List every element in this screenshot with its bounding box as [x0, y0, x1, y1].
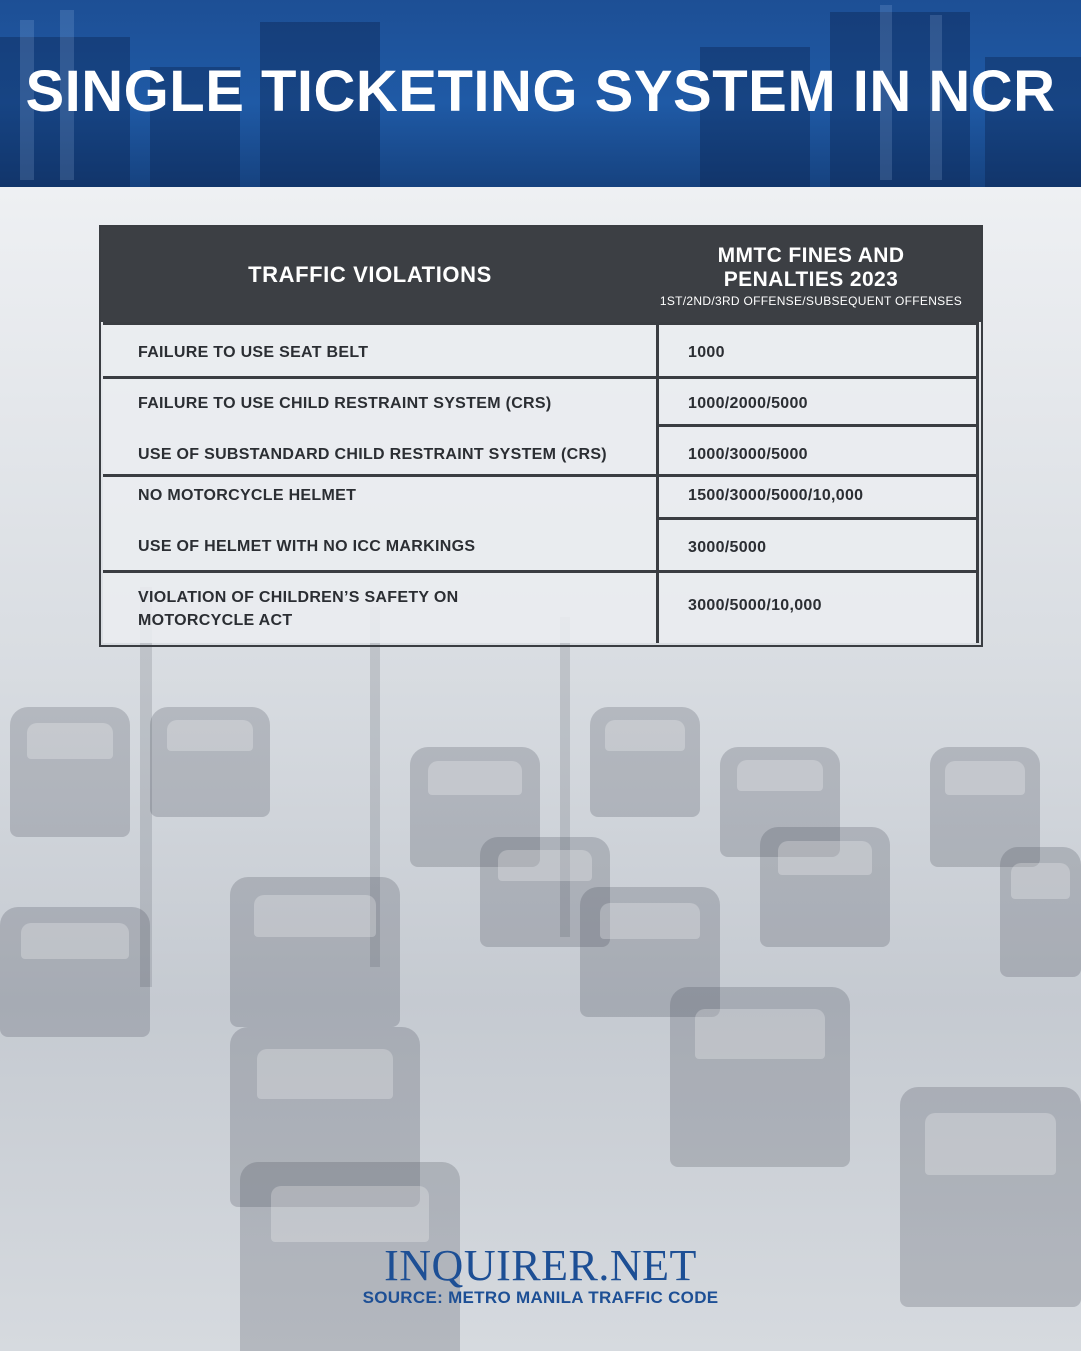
- column-header-fines: [641, 227, 981, 322]
- column-header-fines-line1: MMTC FINES AND: [717, 244, 905, 267]
- fine-helmet-no-icc: 3000/5000: [688, 539, 767, 556]
- fine-seat-belt: 1000: [688, 344, 725, 361]
- violation-no-crs: FAILURE TO USE CHILD RESTRAINT SYSTEM (CRS): [138, 395, 552, 412]
- divider: [656, 322, 659, 643]
- inquirer-logo: INQUIRER.NET: [384, 1241, 697, 1290]
- table-body: [103, 322, 979, 643]
- column-subheader-offenses: 1ST/2ND/3RD OFFENSE/SUBSEQUENT OFFENSES: [659, 294, 963, 308]
- divider: [103, 322, 979, 325]
- fine-children-safety: 3000/5000/10,000: [688, 597, 822, 614]
- page-title: SINGLE TICKETING SYSTEM IN NCR: [25, 59, 1056, 124]
- divider: [103, 474, 979, 477]
- divider: [103, 376, 979, 379]
- violation-no-helmet: NO MOTORCYCLE HELMET: [138, 487, 357, 504]
- violation-seat-belt: FAILURE TO USE SEAT BELT: [138, 344, 369, 361]
- fine-substandard-crs: 1000/3000/5000: [688, 446, 808, 463]
- violation-children-safety-line2: MOTORCYCLE ACT: [138, 612, 293, 629]
- column-header-violations: TRAFFIC VIOLATIONS: [248, 261, 492, 287]
- violation-helmet-no-icc: USE OF HELMET WITH NO ICC MARKINGS: [138, 538, 476, 555]
- source-credit: SOURCE: METRO MANILA TRAFFIC CODE: [362, 1288, 719, 1307]
- fine-no-crs: 1000/2000/5000: [688, 395, 808, 412]
- fine-no-helmet: 1500/3000/5000/10,000: [688, 487, 864, 504]
- table-header: [101, 227, 981, 322]
- divider: [103, 570, 979, 573]
- divider: [658, 424, 979, 427]
- divider: [976, 322, 979, 643]
- header-banner: [0, 0, 1081, 187]
- divider: [658, 517, 979, 520]
- violation-substandard-crs: USE OF SUBSTANDARD CHILD RESTRAINT SYSTEM (CRS): [138, 446, 607, 463]
- fines-table: [99, 225, 983, 647]
- column-header-fines-line2: PENALTIES 2023: [723, 268, 899, 291]
- violation-children-safety-line1: VIOLATION OF CHILDREN’S SAFETY ON: [138, 589, 459, 606]
